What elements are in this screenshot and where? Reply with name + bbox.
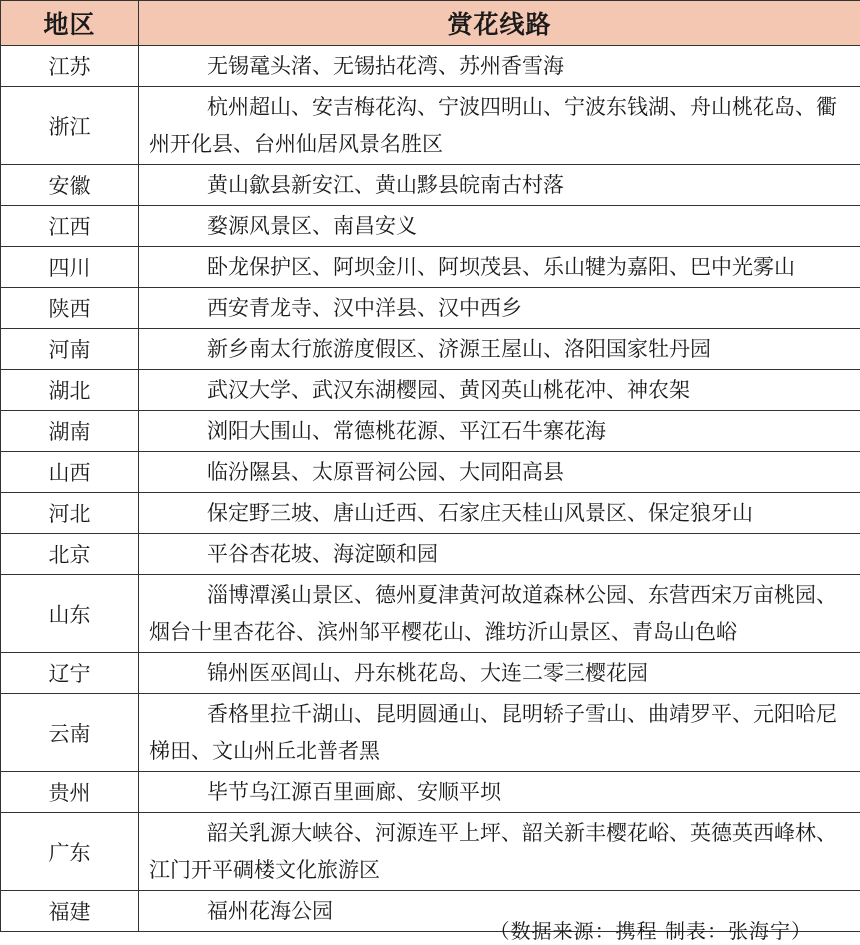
- header-region: 地区: [1, 1, 139, 46]
- table-row: [1, 288, 860, 329]
- table-row: [1, 411, 860, 452]
- route-cell: 毕节乌江源百里画廊、安顺平坝: [139, 772, 860, 813]
- table-row: [1, 493, 860, 534]
- route-cell: 无锡鼋头渚、无锡拈花湾、苏州香雪海: [139, 46, 860, 87]
- table-row: [1, 694, 860, 772]
- region-cell: 湖南: [1, 411, 139, 452]
- region-cell: 山西: [1, 452, 139, 493]
- table-header-row: [1, 1, 860, 46]
- route-cell: 西安青龙寺、汉中洋县、汉中西乡: [139, 288, 860, 329]
- region-cell: 安徽: [1, 165, 139, 206]
- region-cell: 四川: [1, 247, 139, 288]
- region-cell: 北京: [1, 534, 139, 575]
- region-cell: 江西: [1, 206, 139, 247]
- route-cell: 福州花海公园: [139, 891, 860, 932]
- route-cell: 锦州医巫闾山、丹东桃花岛、大连二零三樱花园: [139, 653, 860, 694]
- table-row: [1, 534, 860, 575]
- table-row: [1, 165, 860, 206]
- region-cell: 山东: [1, 575, 139, 653]
- table-row: [1, 452, 860, 493]
- region-cell: 河南: [1, 329, 139, 370]
- source-note: （数据来源：携程 制表：张海宁）: [489, 919, 812, 943]
- region-cell: 广东: [1, 813, 139, 891]
- region-cell: 辽宁: [1, 653, 139, 694]
- table-row: [1, 206, 860, 247]
- table-row: [1, 653, 860, 694]
- region-cell: 江苏: [1, 46, 139, 87]
- table-row: [1, 46, 860, 87]
- header-route: 赏花线路: [139, 1, 860, 46]
- route-cell: 新乡南太行旅游度假区、济源王屋山、洛阳国家牡丹园: [139, 329, 860, 370]
- route-cell: 临汾隰县、太原晋祠公园、大同阳高县: [139, 452, 860, 493]
- route-cell: 平谷杏花坡、海淀颐和园: [139, 534, 860, 575]
- region-cell: 福建: [1, 891, 139, 932]
- route-cell: 黄山歙县新安江、黄山黟县皖南古村落: [139, 165, 860, 206]
- route-cell: 浏阳大围山、常德桃花源、平江石牛寨花海: [139, 411, 860, 452]
- region-cell: 云南: [1, 694, 139, 772]
- table-row: [1, 772, 860, 813]
- route-cell: 韶关乳源大峡谷、河源连平上坪、韶关新丰樱花峪、英德英西峰林、江门开平碉楼文化旅游区: [139, 813, 860, 891]
- table-row: [1, 329, 860, 370]
- table-row: [1, 575, 860, 653]
- route-cell: 香格里拉千湖山、昆明圆通山、昆明轿子雪山、曲靖罗平、元阳哈尼梯田、文山州丘北普者黑: [139, 694, 860, 772]
- region-cell: 陕西: [1, 288, 139, 329]
- route-cell: 杭州超山、安吉梅花沟、宁波四明山、宁波东钱湖、舟山桃花岛、衢州开化县、台州仙居风景名胜区: [139, 87, 860, 165]
- route-cell: 淄博潭溪山景区、德州夏津黄河故道森林公园、东营西宋万亩桃园、烟台十里杏花谷、滨州邹平樱花山、潍坊沂山景区、青岛山色峪: [139, 575, 860, 653]
- table-row: [1, 87, 860, 165]
- route-cell: 保定野三坡、唐山迁西、石家庄天桂山风景区、保定狼牙山: [139, 493, 860, 534]
- region-cell: 湖北: [1, 370, 139, 411]
- table-row: [1, 370, 860, 411]
- route-cell: 婺源风景区、南昌安义: [139, 206, 860, 247]
- route-cell: 卧龙保护区、阿坝金川、阿坝茂县、乐山犍为嘉阳、巴中光雾山: [139, 247, 860, 288]
- region-cell: 浙江: [1, 87, 139, 165]
- table-row: [1, 813, 860, 891]
- route-cell: 武汉大学、武汉东湖樱园、黄冈英山桃花冲、神农架: [139, 370, 860, 411]
- region-cell: 贵州: [1, 772, 139, 813]
- table-row: [1, 247, 860, 288]
- region-cell: 河北: [1, 493, 139, 534]
